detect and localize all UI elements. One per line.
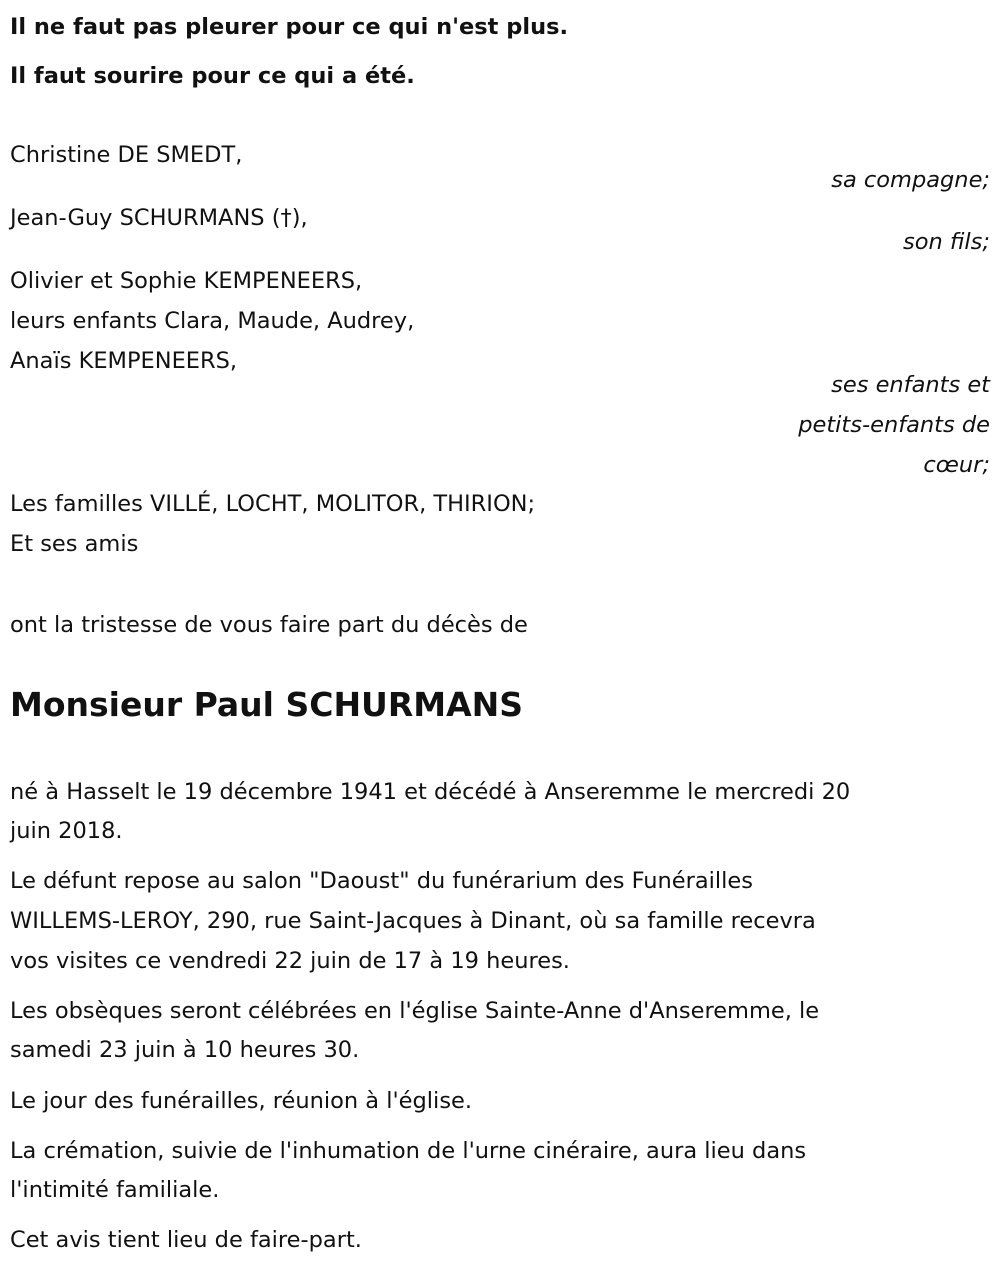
role-son: son fils; <box>903 229 990 255</box>
body-line: samedi 23 juin à 10 heures 30. <box>10 1037 360 1063</box>
body-line: WILLEMS-LEROY, 290, rue Saint-Jacques à Dinant, où sa famille recevra <box>10 908 816 934</box>
announcement: ont la tristesse de vous faire part du décès de <box>10 612 528 638</box>
family-kempeneers-3: Anaïs KEMPENEERS, <box>10 348 238 374</box>
family-jeanguy: Jean-Guy SCHURMANS (†), <box>10 205 308 231</box>
family-kempeneers-1: Olivier et Sophie KEMPENEERS, <box>10 268 363 294</box>
quote-line-2: Il faut sourire pour ce qui a été. <box>10 63 415 89</box>
body-line: Le jour des funérailles, réunion à l'église. <box>10 1088 473 1114</box>
body-line: Le défunt repose au salon "Daoust" du funérarium des Funérailles <box>10 868 753 894</box>
family-christine: Christine DE SMEDT, <box>10 142 243 168</box>
body-line: vos visites ce vendredi 22 juin de 17 à 19 heures. <box>10 948 570 974</box>
body-line: La crémation, suivie de l'inhumation de l'urne cinéraire, aura lieu dans <box>10 1138 807 1164</box>
role-children-1: ses enfants et <box>831 372 990 398</box>
body-line: l'intimité familiale. <box>10 1177 220 1203</box>
family-others-2: Et ses amis <box>10 531 139 557</box>
quote-line-1: Il ne faut pas pleurer pour ce qui n'est plus. <box>10 14 569 40</box>
role-children-2: petits-enfants de <box>798 412 990 438</box>
body-line: Cet avis tient lieu de faire-part. <box>10 1227 362 1253</box>
family-others-1: Les familles VILLÉ, LOCHT, MOLITOR, THIRION; <box>10 491 536 517</box>
body-line: né à Hasselt le 19 décembre 1941 et décédé à Anseremme le mercredi 20 <box>10 779 851 805</box>
role-companion: sa compagne; <box>831 167 990 193</box>
body-line: Les obsèques seront célébrées en l'église Sainte-Anne d'Anseremme, le <box>10 998 820 1024</box>
role-children-3: cœur; <box>923 452 990 478</box>
deceased-name: Monsieur Paul SCHURMANS <box>10 685 524 724</box>
family-kempeneers-2: leurs enfants Clara, Maude, Audrey, <box>10 308 415 334</box>
body-line: juin 2018. <box>10 818 123 844</box>
